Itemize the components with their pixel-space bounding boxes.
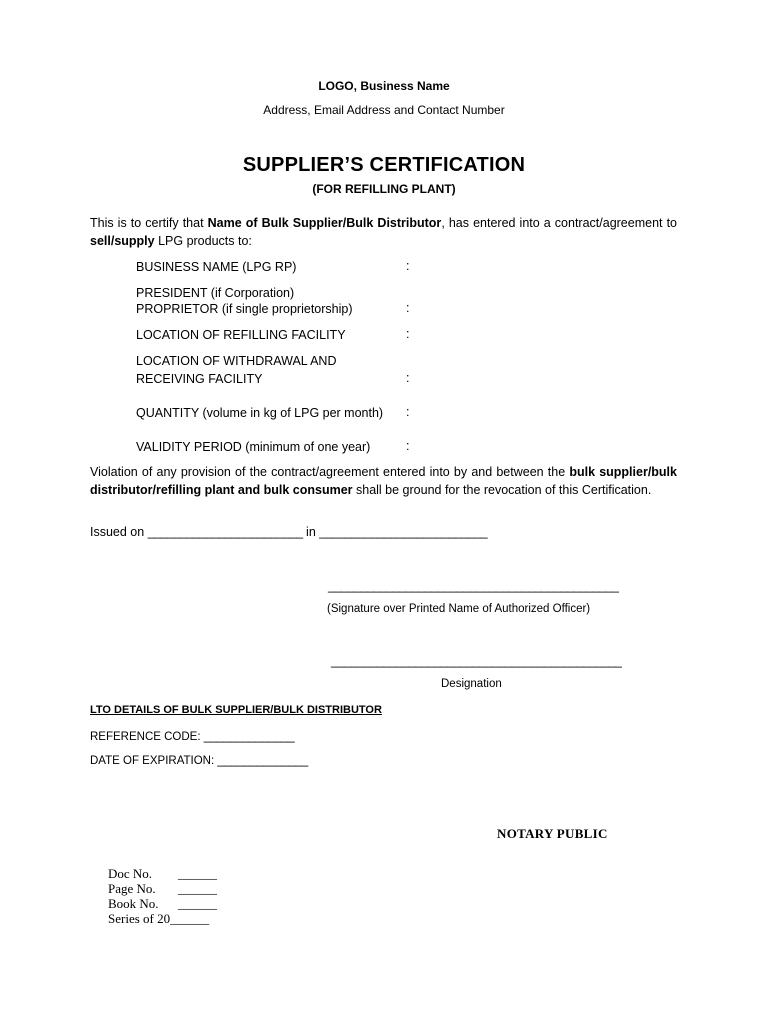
notary-page-no [108,881,217,897]
notary-series [108,911,209,927]
field-withdrawal-location [136,353,336,387]
notary-row-blank: ______ [178,881,217,896]
notary-doc-no [108,866,217,882]
field-colon: : [406,371,410,385]
notary-book-no [108,896,217,912]
violation-text-1: Violation of any provision of the contract/agreement entered into by and between the [90,465,570,479]
field-colon: : [406,327,410,341]
field-label: QUANTITY (volume in kg of LPG per month) [136,406,384,420]
intro-bold-sell: sell/supply [90,233,155,248]
field-validity [136,439,370,455]
logo-business-name: LOGO, Business Name [318,79,450,93]
field-business-name [136,259,296,275]
field-label: VALIDITY PERIOD (minimum of one year) [136,440,371,454]
reference-code-line [90,729,294,743]
address-line: Address, Email Address and Contact Number [263,103,505,117]
field-colon: : [406,301,410,315]
violation-bold-parties: bulk supplier/bulk distributor/refilling plant and bulk consumer [90,465,677,497]
expiration-line [90,753,308,767]
reference-code-blank: ______________ [203,729,295,743]
issued-in-label: in [306,525,316,539]
field-quantity [136,405,383,421]
notary-row-label: Page No. [108,881,156,896]
expiration-label: DATE OF EXPIRATION: [90,755,215,767]
signature-line: _____________________________________________ [328,579,619,593]
field-label: PRESIDENT (if Corporation) [136,286,295,300]
notary-row-blank: ______ [178,896,217,911]
expiration-blank: ______________ [217,753,308,767]
notary-row-label: Doc No. [108,866,153,881]
reference-code-label: REFERENCE CODE: [90,731,201,743]
issued-date-blank: ________________________ [147,525,303,539]
designation-caption: Designation [441,678,502,690]
field-label: LOCATION OF WITHDRAWAL AND [136,354,337,368]
field-label: BUSINESS NAME (LPG RP) [136,260,297,274]
field-colon: : [406,439,410,453]
violation-text-2: shall be ground for the revocation of this Certification. [352,482,652,497]
intro-text-3: LPG products to: [154,233,252,248]
field-president-proprietor [136,285,353,317]
document-title: SUPPLIER’S CERTIFICATION [242,154,526,176]
intro-text-2: , has entered into a contract/agreement to [441,216,677,230]
issued-on-line [90,525,487,539]
intro-text-1: This is to certify that [90,216,208,230]
lto-heading: LTO DETAILS OF BULK SUPPLIER/BULK DISTRIBUTOR [90,704,382,716]
notary-public-heading: NOTARY PUBLIC [497,826,608,841]
intro-paragraph [90,215,677,250]
notary-row-label: Book No. [108,896,159,911]
violation-paragraph [90,464,677,499]
field-label: PROPRIETOR (if single proprietorship) [136,302,353,316]
field-refilling-location [136,327,346,343]
issued-place-blank: __________________________ [319,525,488,539]
document-subtitle: (FOR REFILLING PLANT) [312,182,456,196]
field-colon: : [406,259,410,273]
field-label: LOCATION OF REFILLING FACILITY [136,328,346,342]
notary-row-blank: ______ [178,866,217,881]
notary-row-label: Series of 20 [108,911,171,926]
signature-caption: (Signature over Printed Name of Authorized Officer) [327,603,591,615]
issued-on-label: Issued on [90,525,145,539]
intro-bold-supplier: Name of Bulk Supplier/Bulk Distributor [207,216,442,230]
designation-line: _____________________________________________ [331,654,622,668]
notary-row-blank: ______ [170,911,210,926]
field-colon: : [406,405,410,419]
field-label: RECEIVING FACILITY [136,372,263,386]
